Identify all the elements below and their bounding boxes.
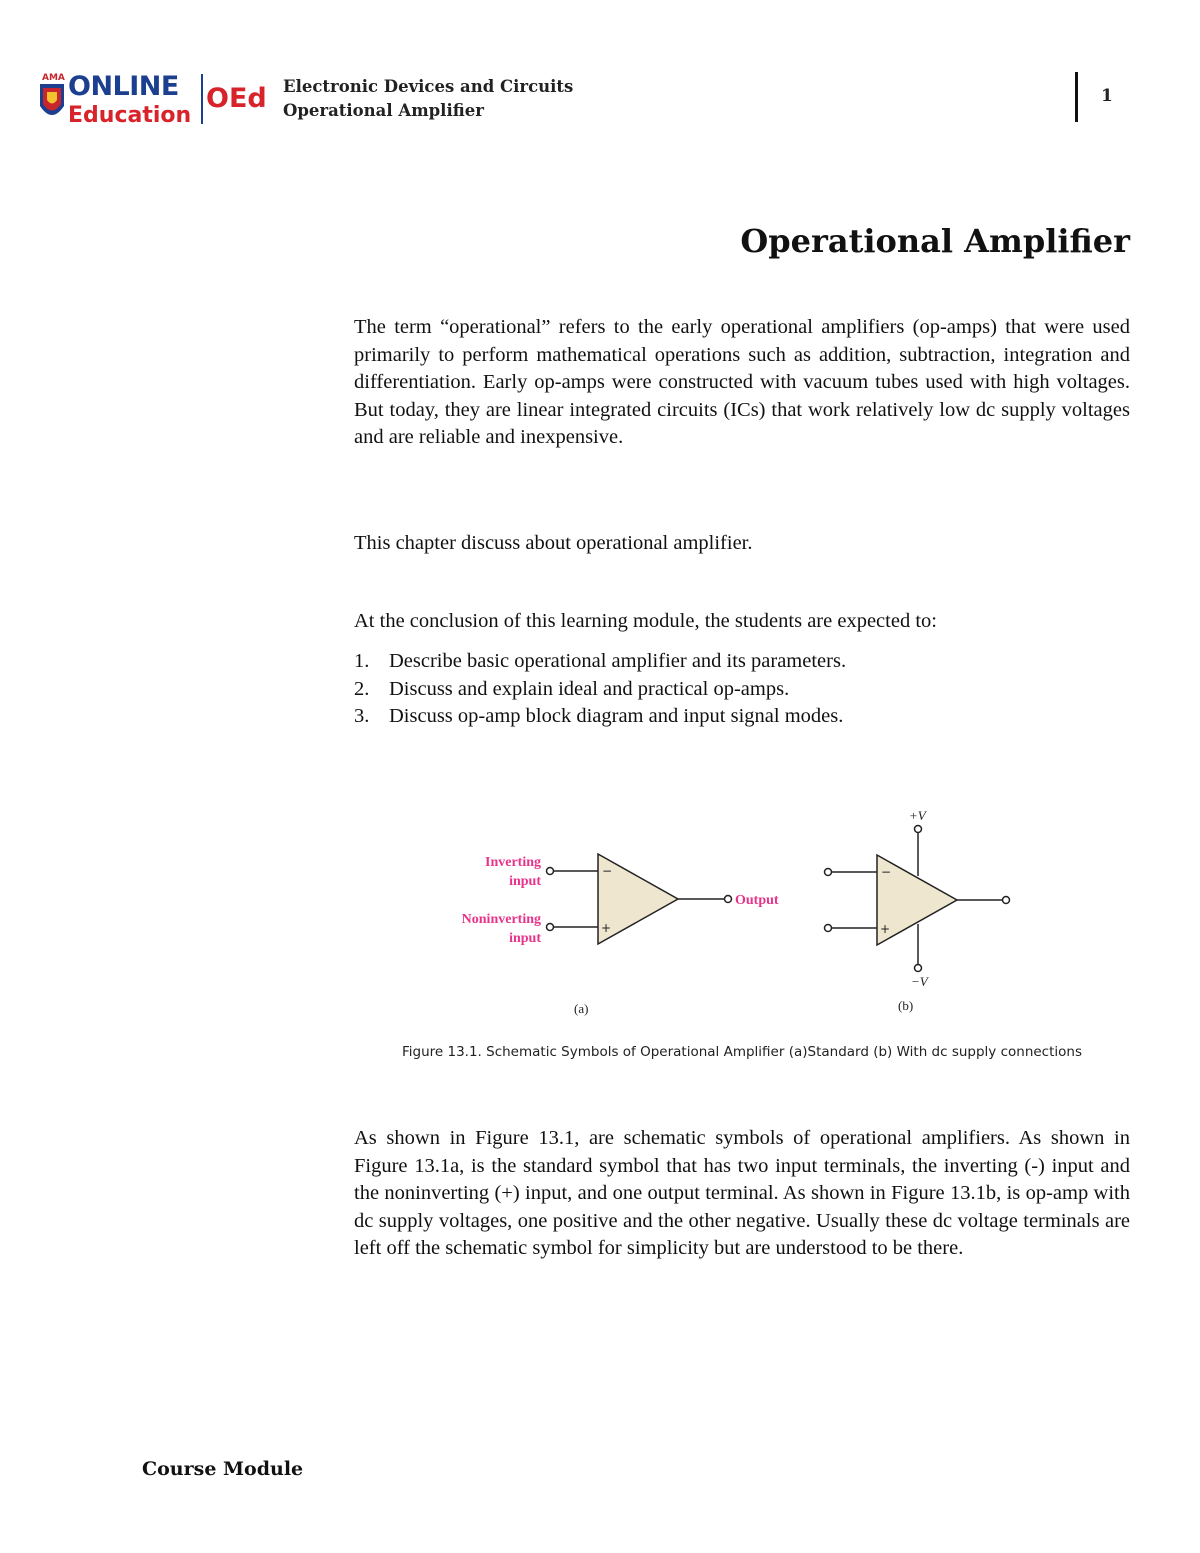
figure-label-a: (a)	[574, 1001, 589, 1016]
page-title: Operational Amplifier	[740, 222, 1130, 260]
inverting-label-line1: Inverting	[485, 855, 541, 870]
logo-small-text: AMA	[42, 73, 65, 83]
list-item	[354, 703, 1130, 731]
crest-icon	[40, 84, 64, 115]
logo-badge-text: OEd	[206, 83, 267, 114]
minus-sign-a: −	[602, 864, 613, 878]
minus-sign-b: −	[881, 865, 892, 879]
list-number: 3.	[354, 705, 370, 727]
list-item	[354, 648, 1130, 676]
input-terminal-top-b	[825, 869, 832, 876]
footer-course-module: Course Module	[142, 1458, 304, 1480]
header-text	[283, 75, 573, 123]
chapter-paragraph: This chapter discuss about operational amplifier.	[354, 532, 753, 554]
plus-sign-a: +	[601, 921, 612, 935]
page-divider	[1075, 72, 1078, 122]
logo-education-text: Education	[68, 103, 192, 128]
output-label: Output	[735, 893, 779, 908]
list-number: 2.	[354, 677, 370, 700]
noninverting-input-terminal	[547, 924, 554, 931]
page-number: 1	[1101, 86, 1113, 106]
header-topic: Operational Amplifier	[283, 101, 484, 120]
negative-supply-terminal	[915, 965, 922, 972]
list-text: Discuss and explain ideal and practical op-amps.	[389, 677, 790, 700]
objectives-list	[354, 648, 1130, 731]
inverting-input-terminal	[547, 868, 554, 875]
negative-supply-label: −V	[911, 974, 928, 989]
explanation-paragraph: As shown in Figure 13.1, are schematic symbols of operational amplifiers. As shown in Figure 13.1a, is the standard symbol that has two input terminals, the inverting (-) input and the noninverting (+) input, and one output terminal. As shown in Figure 13.1b, is op-amp with dc supply voltages, one positive and the other negative. Usually these dc voltage terminals are left off the schematic symbol for simplicity but are understood to be there.	[354, 1127, 1130, 1259]
output-terminal-b	[1003, 897, 1010, 904]
opamp-figure	[440, 800, 1040, 1030]
plus-sign-b: +	[880, 922, 891, 936]
list-number: 1.	[354, 650, 370, 672]
positive-supply-terminal	[915, 826, 922, 833]
list-text: Discuss op-amp block diagram and input signal modes.	[389, 705, 844, 727]
list-item	[354, 676, 1130, 704]
opamp-symbol-a	[547, 854, 732, 944]
output-terminal	[725, 896, 732, 903]
conclusion-paragraph: At the conclusion of this learning module, the students are expected to:	[354, 610, 937, 632]
noninverting-label-line1: Noninverting	[461, 912, 541, 927]
list-text: Describe basic operational amplifier and its parameters.	[389, 650, 847, 672]
inverting-label-line2: input	[509, 874, 541, 889]
positive-supply-label: +V	[909, 808, 926, 823]
online-education-logo	[38, 70, 270, 128]
logo-online-text: ONLINE	[68, 71, 179, 102]
logo-divider	[201, 74, 203, 124]
intro-paragraph: The term “operational” refers to the early operational amplifiers (op-amps) that were used primarily to perform mathematical operations such as addition, subtraction, integration and differentiation. Early op-amps were constructed with vacuum tubes used with high voltages. But today, they are linear integrated circuits (ICs) that work relatively low dc supply voltages and are reliable and inexpensive.	[354, 316, 1130, 448]
noninverting-label-line2: input	[509, 931, 541, 946]
opamp-symbol-b	[825, 826, 1010, 972]
figure-caption: Figure 13.1. Schematic Symbols of Operational Amplifier (a)Standard (b) With dc supply connections	[401, 1044, 1083, 1060]
header-course: Electronic Devices and Circuits	[283, 77, 574, 96]
figure-label-b: (b)	[898, 998, 914, 1013]
input-terminal-bottom-b	[825, 925, 832, 932]
